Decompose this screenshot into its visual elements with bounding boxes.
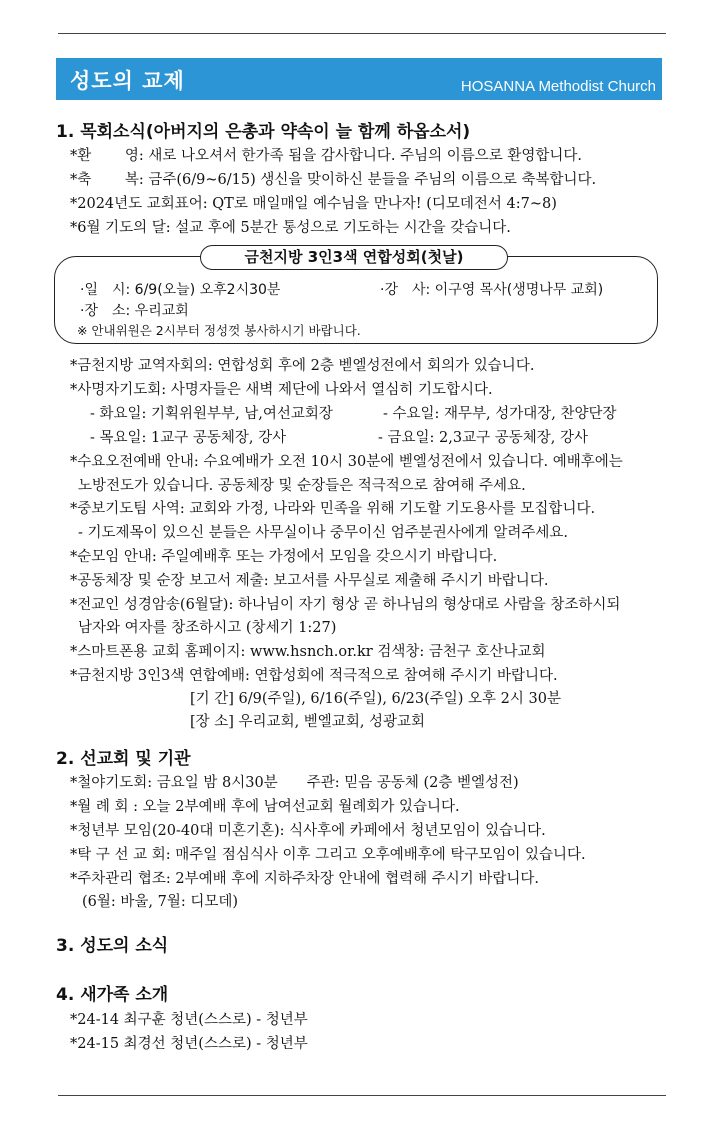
notice-table-tennis: *탁 구 선 교 회: 매주일 점심식사 이후 그리고 오후예배후에 탁구모임이 있습니다. [70,847,586,863]
banner-church-name: HOSANNA Methodist Church [460,78,656,95]
joint-service-places: [장 소] 우리교회, 벧엘교회, 성광교회 [190,714,426,730]
bottom-rule [58,1095,666,1096]
section4-heading: 4. 새가족 소개 [56,985,169,1005]
notice-youth-meeting: *청년부 모임(20-40대 미혼기혼): 식사후에 카페에서 청년모임이 있습니다. [70,823,546,839]
notice-blessing: *축 복: 금주(6/9~6/15) 생신을 맞이하신 분들을 주님의 이름으로 축복합니다. [70,172,597,188]
notice-parking-schedule: (6월: 바울, 7월: 디모데) [82,894,239,910]
notice-joint-service: *금천지방 3인3색 연합예배: 연합성회에 적극적으로 참여해 주시기 바랍니다. [70,668,558,684]
section1-heading: 1. 목회소식(아버지의 은총과 약속이 늘 함께 하옵소서) [56,122,471,142]
event-note: ※ 안내위원은 2시부터 정성껏 봉사하시기 바랍니다. [77,323,361,338]
top-rule [58,33,666,34]
notice-homepage: *스마트폰용 교회 홈페이지: www.hsnch.or.kr 검색창: 금천구 호산나교회 [70,644,546,660]
notice-welcome: *환 영: 새로 나오셔서 한가족 됨을 감사합니다. 주님의 이름으로 환영합니다. [70,148,583,164]
section2-heading: 2. 선교회 및 기관 [56,749,191,769]
event-date: ·일 시: 6/9(오늘) 오후2시30분 [80,282,281,298]
notice-wednesday-service: *수요오전예배 안내: 수요예배가 오전 10시 30분에 벧엘성전에서 있습니다. 예배후에는 [70,454,623,470]
prayer-wednesday: - 수요일: 재무부, 성가대장, 찬양단장 [383,406,617,422]
notice-bible-memory-cont: 남자와 여자를 창조하시고 (창세기 1:27) [78,620,337,636]
notice-parking: *주차관리 협조: 2부예배 후에 지하주차장 안내에 협력해 주시기 바랍니다. [70,871,540,887]
notice-monthly-meeting: *월 례 회 : 오늘 2부예배 후에 남여선교회 월례회가 있습니다. [70,799,460,815]
notice-intercession-team: *중보기도팀 사역: 교회와 가정, 나라와 민족을 위해 기도할 기도용사를 모집합니다. [70,501,596,517]
section-banner [56,58,662,100]
notice-intercession-cont: - 기도제목이 있으신 분들은 사무실이나 중무이신 엄주분권사에게 알려주세요. [78,525,568,541]
event-speaker: ·강 사: 이구영 목사(생명나무 교회) [380,282,604,298]
prayer-friday: - 금요일: 2,3교구 공동체장, 강사 [378,430,588,446]
event-title: 금천지방 3인3색 연합성회(첫날) [200,245,508,270]
notice-night-prayer: *철야기도회: 금요일 밤 8시30분 주관: 믿음 공동체 (2층 벧엘성전) [70,775,519,791]
notice-dawn-prayer: *사명자기도회: 사명자들은 새벽 제단에 나와서 열심히 기도합시다. [70,382,493,398]
new-member-1: *24-14 최구훈 청년(스스로) - 청년부 [70,1012,308,1028]
notice-pastors-meeting: *금천지방 교역자회의: 연합성회 후에 2층 벧엘성전에서 회의가 있습니다. [70,358,535,374]
notice-prayer-month: *6월 기도의 달: 설교 후에 5분간 통성으로 기도하는 시간을 갖습니다. [70,220,511,236]
notice-bible-memory: *전교인 성경암송(6월달): 하나님이 자기 형상 곧 하나님의 형상대로 사람을 창조하시되 [70,597,621,613]
prayer-thursday: - 목요일: 1교구 공동체장, 강사 [90,430,287,446]
section3-heading: 3. 성도의 소식 [56,936,169,956]
new-member-2: *24-15 최경선 청년(스스로) - 청년부 [70,1036,308,1052]
notice-wednesday-service-cont: 노방전도가 있습니다. 공동체장 및 순장들은 적극적으로 참여해 주세요. [78,478,526,494]
joint-service-dates: [기 간] 6/9(주일), 6/16(주일), 6/23(주일) 오후 2시 30분 [190,691,561,707]
event-place: ·장 소: 우리교회 [80,303,189,319]
banner-title: 성도의 교제 [70,69,185,93]
notice-cell-meeting: *순모임 안내: 주일예배후 또는 가정에서 모임을 갖으시기 바랍니다. [70,549,498,565]
notice-report-submit: *공동체장 및 순장 보고서 제출: 보고서를 사무실로 제출해 주시기 바랍니다. [70,573,549,589]
prayer-tuesday: - 화요일: 기획위원부부, 남,여선교회장 [90,406,333,422]
notice-motto: *2024년도 교회표어: QT로 매일매일 예수님을 만나자! (디모데전서 4:7~8) [70,196,557,212]
